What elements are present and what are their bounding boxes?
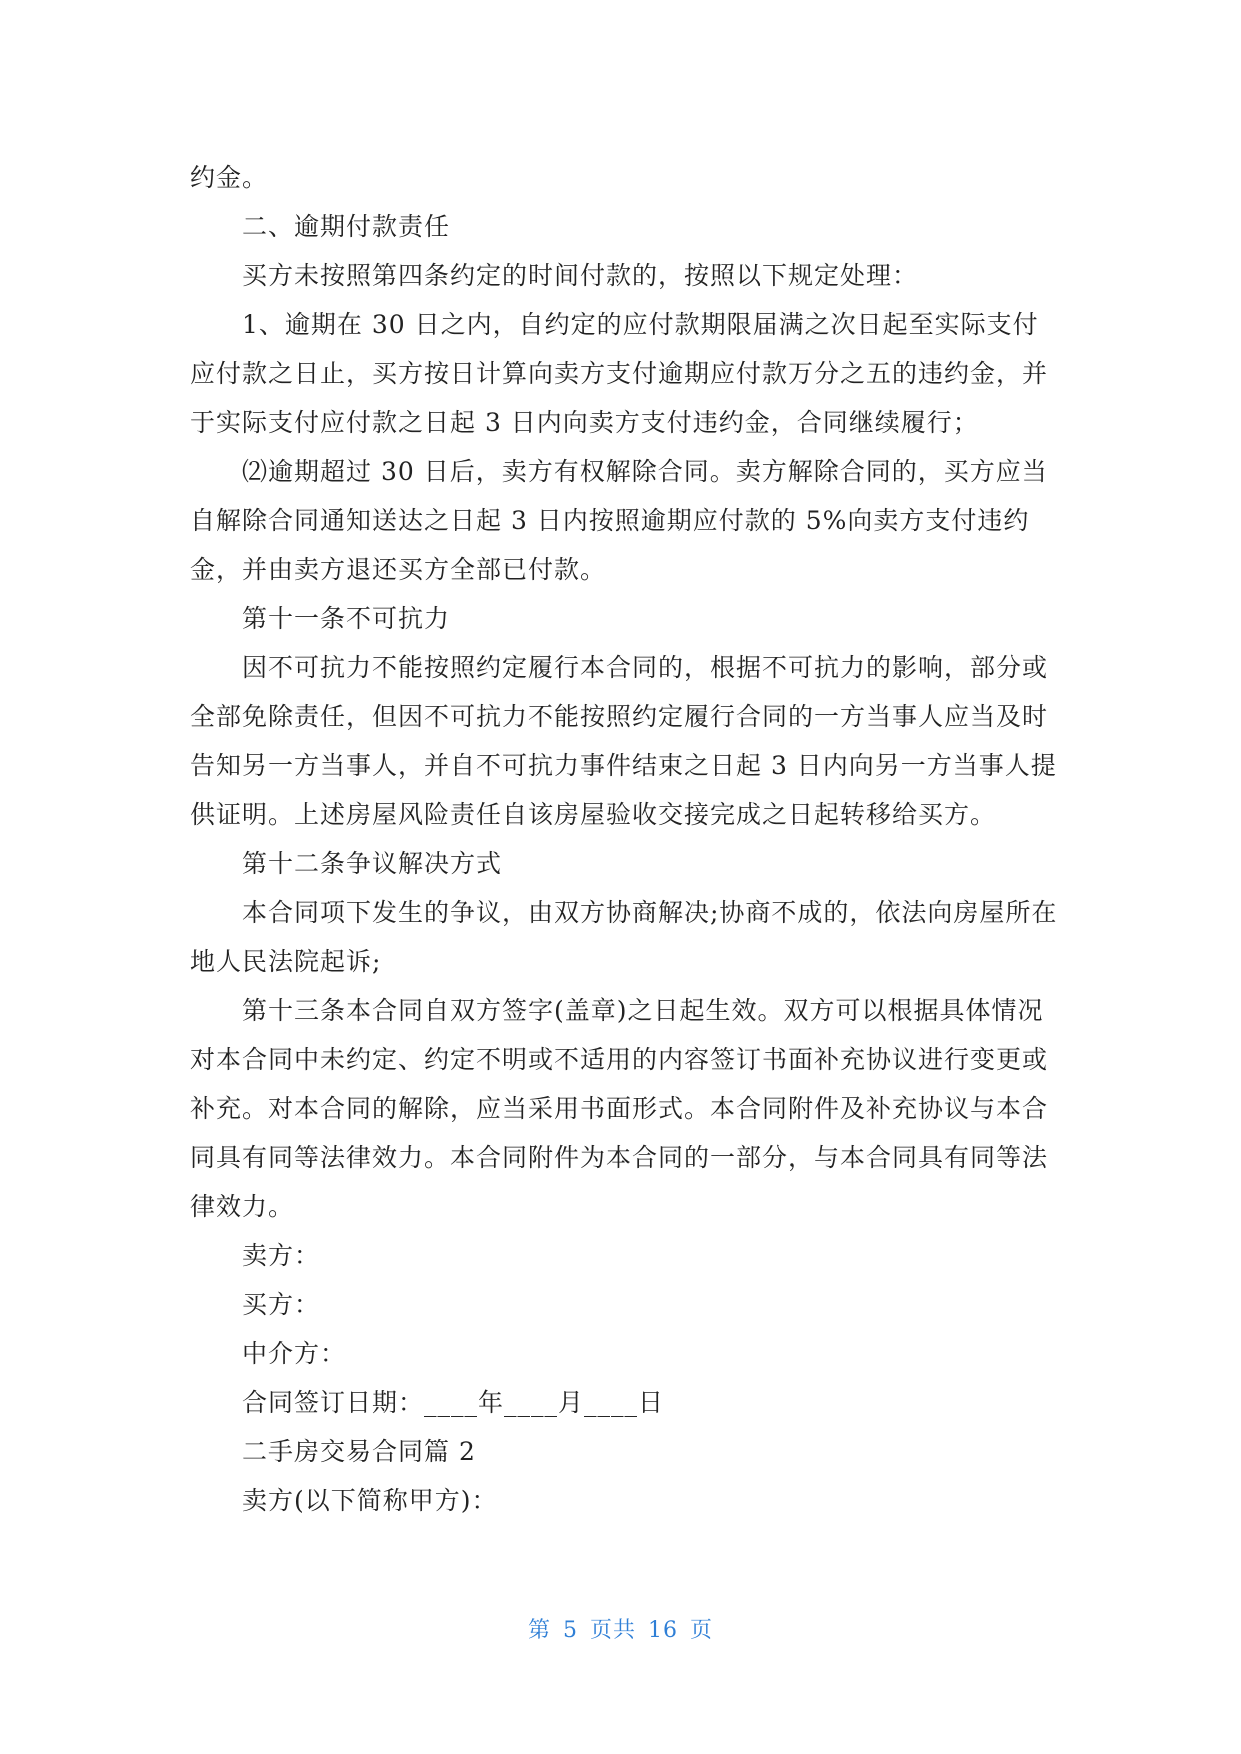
- heading-article-12: 第十二条争议解决方式: [242, 849, 503, 878]
- footer-suffix: 页: [690, 1618, 714, 1643]
- page-footer: [0, 1613, 1241, 1644]
- footer-total-pages: 16: [648, 1618, 678, 1643]
- paragraph: 买方未按照第四条约定的时间付款的，按照以下规定处理：: [242, 261, 919, 290]
- heading-article-11: 第十一条不可抗力: [242, 604, 451, 633]
- signature-seller: 卖方：: [242, 1241, 321, 1270]
- heading-overdue-payment: 二、逾期付款责任: [242, 212, 451, 241]
- footer-prefix: 第: [527, 1618, 551, 1643]
- signing-date: 合同签订日期：____年____月____日: [242, 1388, 665, 1417]
- signature-agent: 中介方：: [242, 1339, 347, 1368]
- section-title: 二手房交易合同篇 2: [242, 1437, 476, 1466]
- signature-buyer: 买方：: [242, 1290, 321, 1319]
- footer-middle: 页共: [589, 1618, 636, 1643]
- paragraph: 本合同项下发生的争议，由双方协商解决;协商不成的，依法向房屋所在地人民法院起诉;: [190, 898, 1058, 976]
- paragraph-continuation: 约金。: [190, 163, 269, 192]
- paragraph: 因不可抗力不能按照约定履行本合同的，根据不可抗力的影响，部分或全部免除责任，但因不可抗力不能按照约定履行合同的一方当事人应当及时告知另一方当事人，并自不可抗力事件结束之日起 3 日内向另一方当事人提供证明。上述房屋风险责任自该房屋验收交接完成之日起转移给买方。: [190, 653, 1057, 829]
- paragraph-article-13: 第十三条本合同自双方签字(盖章)之日起生效。双方可以根据具体情况对本合同中未约定、约定不明或不适用的内容签订书面补充协议进行变更或补充。对本合同的解除，应当采用书面形式。本合同附件及补充协议与本合同具有同等法律效力。本合同附件为本合同的一部分，与本合同具有同等法律效力。: [190, 996, 1049, 1221]
- footer-current-page: 5: [562, 1618, 578, 1643]
- document-body: [190, 153, 1060, 1525]
- paragraph: 卖方(以下简称甲方)：: [242, 1486, 498, 1515]
- paragraph: 1、逾期在 30 日之内，自约定的应付款期限届满之次日起至实际支付应付款之日止，买方按日计算向卖方支付逾期应付款万分之五的违约金，并于实际支付应付款之日起 3 日内向卖方支付违约金，合同继续履行；: [190, 310, 1049, 437]
- paragraph: ⑵逾期超过 30 日后，卖方有权解除合同。卖方解除合同的，买方应当自解除合同通知送达之日起 3 日内按照逾期应付款的 5%向卖方支付违约金，并由卖方退还买方全部已付款。: [190, 457, 1048, 584]
